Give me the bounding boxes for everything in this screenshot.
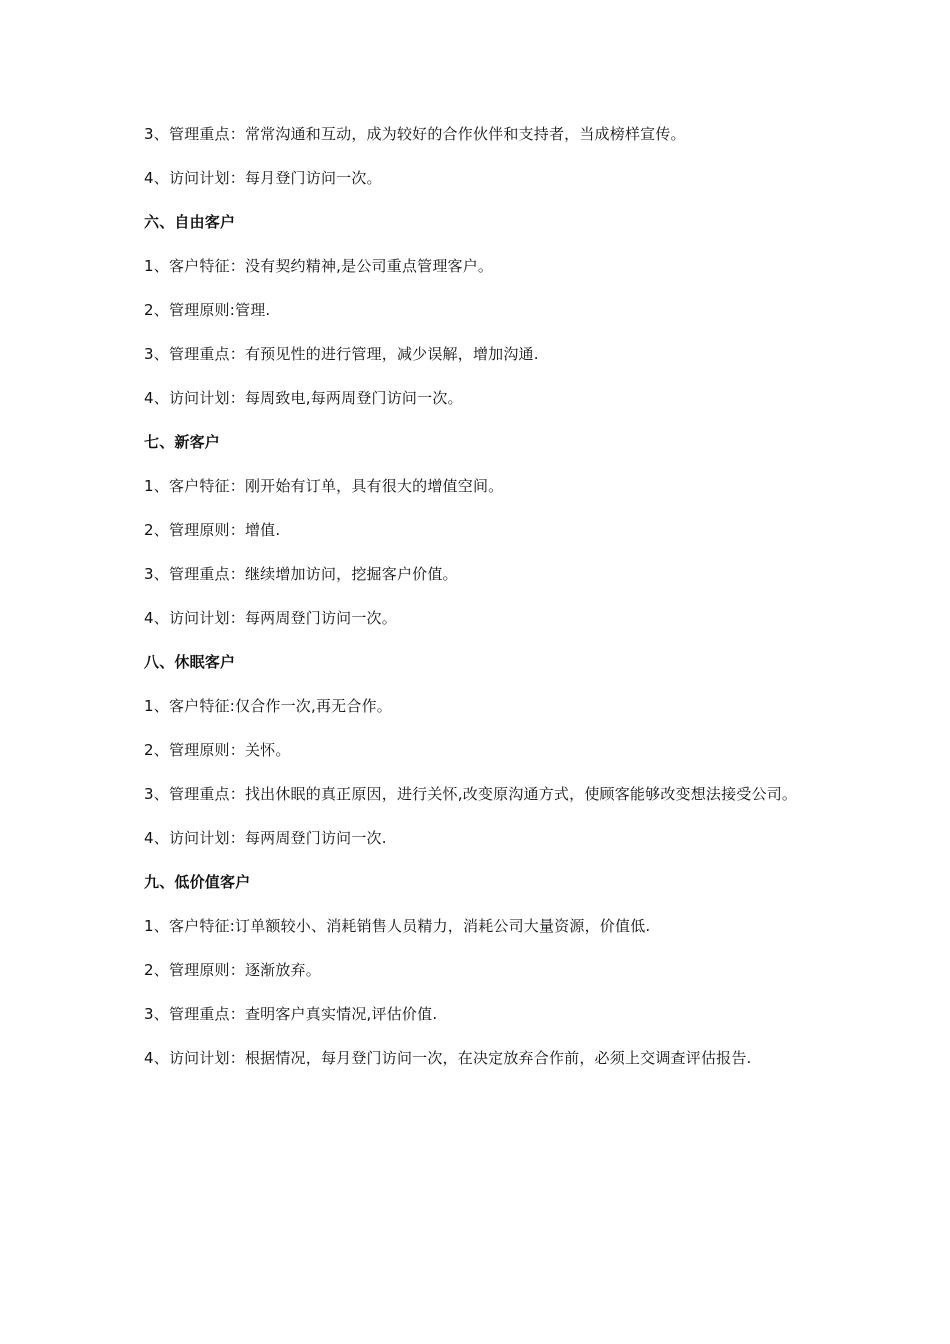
free-customer-item-3: 3、管理重点：有预见性的进行管理，减少误解，增加沟通. bbox=[144, 345, 539, 363]
dormant-customer-item-4: 4、访问计划：每两周登门访问一次. bbox=[144, 829, 387, 847]
intro-line-4: 4、访问计划：每月登门访问一次。 bbox=[144, 169, 382, 187]
section-heading-free-customer: 六、自由客户 bbox=[144, 213, 236, 231]
section-heading-low-value-customer: 九、低价值客户 bbox=[144, 873, 251, 891]
low-value-customer-item-3: 3、管理重点：查明客户真实情况,评估价值. bbox=[144, 1005, 438, 1023]
new-customer-item-1: 1、客户特征：刚开始有订单，具有很大的增值空间。 bbox=[144, 477, 504, 495]
section-heading-dormant-customer: 八、休眠客户 bbox=[144, 653, 236, 671]
free-customer-item-4: 4、访问计划：每周致电,每两周登门访问一次。 bbox=[144, 389, 463, 407]
low-value-customer-item-4: 4、访问计划：根据情况，每月登门访问一次，在决定放弃合作前，必须上交调查评估报告. bbox=[144, 1049, 752, 1067]
new-customer-item-2: 2、管理原则：增值. bbox=[144, 521, 281, 539]
dormant-customer-item-1: 1、客户特征:仅合作一次,再无合作。 bbox=[144, 697, 392, 715]
new-customer-item-4: 4、访问计划：每两周登门访问一次。 bbox=[144, 609, 397, 627]
low-value-customer-item-2: 2、管理原则：逐渐放弃。 bbox=[144, 961, 321, 979]
intro-line-3: 3、管理重点：常常沟通和互动，成为较好的合作伙伴和支持者，当成榜样宣传。 bbox=[144, 125, 686, 143]
section-heading-new-customer: 七、新客户 bbox=[144, 433, 221, 451]
dormant-customer-item-3: 3、管理重点：找出休眠的真正原因，进行关怀,改变原沟通方式，使顾客能够改变想法接受公司。 bbox=[144, 785, 798, 803]
new-customer-item-3: 3、管理重点：继续增加访问，挖掘客户价值。 bbox=[144, 565, 458, 583]
low-value-customer-item-1: 1、客户特征:订单额较小、消耗销售人员精力，消耗公司大量资源，价值低. bbox=[144, 917, 651, 935]
document-page bbox=[144, 120, 824, 1088]
free-customer-item-2: 2、管理原则:管理. bbox=[144, 301, 271, 319]
dormant-customer-item-2: 2、管理原则：关怀。 bbox=[144, 741, 291, 759]
free-customer-item-1: 1、客户特征：没有契约精神,是公司重点管理客户。 bbox=[144, 257, 494, 275]
